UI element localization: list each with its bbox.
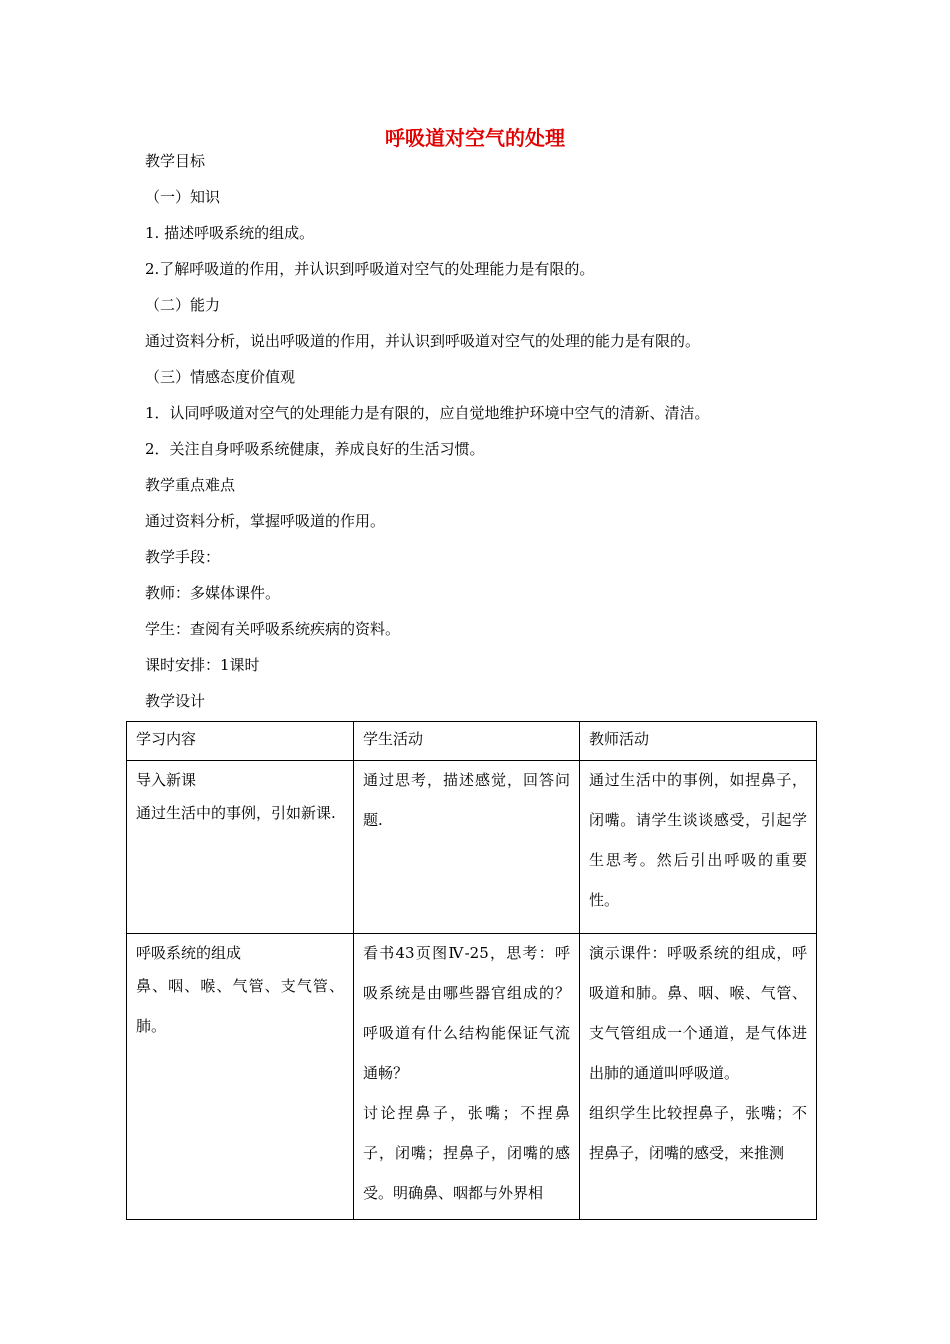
header-learning-content: 学习内容 xyxy=(127,722,354,761)
attitude-item-2: 2．关注自身呼吸系统健康，养成良好的生活习惯。 xyxy=(145,440,485,458)
content-title: 呼吸系统的组成 xyxy=(136,944,242,962)
header-student-activity: 学生活动 xyxy=(354,722,580,761)
table-row xyxy=(127,761,817,934)
cell-student xyxy=(354,761,580,934)
student-means: 学生：查阅有关呼吸系统疾病的资料。 xyxy=(145,620,401,638)
content-title: 导入新课 xyxy=(136,771,197,789)
teacher-means: 教师：多媒体课件。 xyxy=(145,584,281,602)
heading-teaching-design: 教学设计 xyxy=(145,692,206,710)
student-activity-text: 看书43页图Ⅳ-25，思考：呼吸系统是由哪些器官组成的？呼吸道有什么结构能保证气流通畅？ xyxy=(363,944,570,1082)
table-header-row xyxy=(127,722,817,761)
subheading-attitude: （三）情感态度价值观 xyxy=(145,368,296,386)
cell-content xyxy=(127,934,354,1220)
teacher-activity-text: 通过生活中的事例，如捏鼻子，闭嘴。请学生谈谈感受，引起学生思考。然后引出呼吸的重要性。 xyxy=(589,771,807,909)
teacher-activity-text: 演示课件：呼吸系统的组成，呼吸道和肺。鼻、咽、喉、气管、支气管组成一个通道，是气体进出肺的通道叫呼吸道。 xyxy=(589,944,807,1082)
table-row xyxy=(127,934,817,1220)
heading-key-points: 教学重点难点 xyxy=(145,476,236,494)
cell-student xyxy=(354,934,580,1220)
cell-content xyxy=(127,761,354,934)
content-body: 鼻、咽、喉、气管、支气管、肺。 xyxy=(136,977,344,1035)
subheading-knowledge: （一）知识 xyxy=(145,188,221,206)
subheading-ability: （二）能力 xyxy=(145,296,221,314)
attitude-item-1: 1．认同呼吸道对空气的处理能力是有限的，应自觉地维护环境中空气的清新、清洁。 xyxy=(145,404,710,422)
student-activity-text: 通过思考，描述感觉，回答问题. xyxy=(363,771,570,829)
class-hours: 课时安排：1课时 xyxy=(145,656,260,674)
content-body: 通过生活中的事例，引如新课. xyxy=(136,804,336,822)
cell-teacher xyxy=(580,934,817,1220)
document-title: 呼吸道对空气的处理 xyxy=(385,126,565,150)
heading-teaching-goals: 教学目标 xyxy=(145,152,206,170)
header-teacher-activity: 教师活动 xyxy=(580,722,817,761)
key-points-text: 通过资料分析，掌握呼吸道的作用。 xyxy=(145,512,386,530)
heading-teaching-means: 教学手段： xyxy=(145,548,221,566)
student-activity-text-2: 讨论捏鼻子，张嘴；不捏鼻子，闭嘴；捏鼻子，闭嘴的感受。明确鼻、咽都与外界相 xyxy=(363,1104,570,1202)
teaching-design-table xyxy=(126,721,817,1220)
knowledge-item-2: 2.了解呼吸道的作用，并认识到呼吸道对空气的处理能力是有限的。 xyxy=(145,260,595,278)
teacher-activity-text-2: 组织学生比较捏鼻子，张嘴；不捏鼻子，闭嘴的感受，来推测 xyxy=(589,1104,807,1162)
cell-teacher xyxy=(580,761,817,934)
ability-text: 通过资料分析，说出呼吸道的作用，并认识到呼吸道对空气的处理的能力是有限的。 xyxy=(145,332,701,350)
knowledge-item-1: 1. 描述呼吸系统的组成。 xyxy=(145,224,315,242)
